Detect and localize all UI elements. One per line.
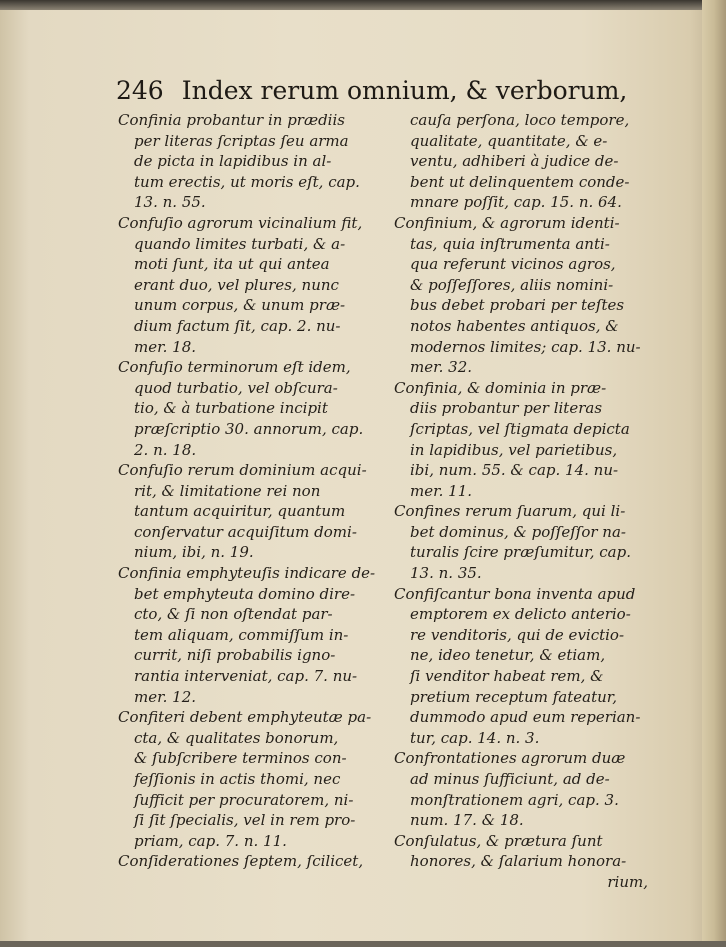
- index-entry-line: dummodo apud eum reperian-: [410, 708, 641, 727]
- index-entry-headword-line: Confinia probantur in prædiis: [118, 111, 345, 129]
- index-entry-headword-line: Confuſio rerum dominium acqui-: [118, 461, 367, 480]
- index-entry-line: re venditoris, qui de evictio-: [410, 625, 625, 644]
- index-entry: [118, 851, 380, 872]
- index-entry-headword-line: Confinium, & agrorum identi-: [394, 213, 620, 232]
- index-entry: [118, 110, 380, 213]
- index-entry: [394, 501, 656, 583]
- index-column-right: [394, 110, 656, 893]
- index-entry-line: bet dominus, & poſſeſſor na-: [410, 522, 626, 541]
- index-entry-line: cauſa perſona, loco tempore,: [410, 111, 630, 129]
- index-entry-headword-line: Confines rerum ſuarum, qui li-: [394, 502, 626, 521]
- index-entry-line: bent ut delinquentem conde-: [410, 172, 630, 191]
- index-entry-line: mer. 18.: [134, 337, 197, 356]
- index-entry-headword-line: Confinia, & dominia in præ-: [394, 378, 607, 397]
- page-fore-edge: [702, 0, 726, 947]
- index-entry-line: & poſſeſſores, aliis nomini-: [410, 275, 614, 294]
- index-entry-line: ibi, num. 55. & cap. 14. nu-: [410, 461, 619, 480]
- index-entry-line: currit, niſi probabilis igno-: [134, 646, 336, 665]
- index-entry-line: quando limites turbati, & a-: [134, 234, 346, 253]
- index-entry-line: unum corpus, & unum præ-: [134, 296, 346, 315]
- index-entry-line: tur, cap. 14. n. 3.: [410, 728, 540, 747]
- index-entry-line: in lapidibus, vel parietibus,: [410, 440, 618, 459]
- index-entry-line: turalis ſcire præſumitur, cap.: [410, 543, 631, 562]
- index-entry-line: per literas ſcriptas ſeu arma: [134, 131, 349, 150]
- index-entry-line: pretium receptum fateatur,: [410, 687, 618, 706]
- index-entry-line: moti ſunt, ita ut qui antea: [134, 255, 330, 274]
- index-entry-line: nium, ibi, n. 19.: [134, 543, 254, 562]
- index-entry: [394, 831, 656, 893]
- index-entry: [394, 378, 656, 502]
- index-entry-headword-line: Confiteri debent emphyteutæ pa-: [118, 708, 372, 727]
- index-entry-line: ſi venditor habeat rem, &: [410, 667, 604, 686]
- index-entry-line: tem aliquam, commiſſum in-: [134, 625, 349, 644]
- index-entry-line: de picta in lapidibus in al-: [134, 152, 332, 171]
- index-entry-headword-line: Conſiderationes ſeptem, ſcilicet,: [118, 852, 364, 871]
- index-entry-line: & ſubſcribere terminos con-: [134, 749, 347, 768]
- index-entry-line: ſcriptas, vel ſtigmata depicta: [410, 419, 630, 438]
- index-entry-line: erant duo, vel plures, nunc: [134, 275, 339, 294]
- index-entry-line: conſervatur acquiſitum domi-: [134, 522, 357, 541]
- index-entry-line: mnare poſſit, cap. 15. n. 64.: [410, 193, 622, 212]
- index-entry-line: ſi ſit ſpecialis, vel in rem pro-: [134, 811, 356, 830]
- index-entry-headword-line: Conſulatus, & prætura ſunt: [394, 831, 603, 850]
- index-entry-line: tas, quia inſtrumenta anti-: [410, 234, 610, 253]
- index-entry-line: mer. 11.: [410, 481, 473, 500]
- index-entry: [394, 110, 656, 213]
- index-entry-line: cto, & ſi non oſtendat par-: [134, 605, 333, 624]
- index-entry-line: tum erectis, ut moris eſt, cap.: [134, 172, 360, 191]
- index-entry-line: notos habentes antiquos, &: [410, 316, 619, 335]
- index-entry-line: tantum acquiritur, quantum: [134, 502, 346, 521]
- page-header: [116, 76, 627, 105]
- index-entry-line: ventu, adhiberi à judice de-: [410, 152, 619, 171]
- index-entry-headword-line: Confiſcantur bona inventa apud: [394, 584, 636, 603]
- index-entry-line: ne, ideo tenetur, & etiam,: [410, 646, 606, 665]
- index-entry-line: præſcriptio 30. annorum, cap.: [134, 419, 364, 438]
- index-entry-line: modernos limites; cap. 13. nu-: [410, 337, 641, 356]
- index-entry-line: tio, & à turbatione incipit: [134, 399, 328, 418]
- index-entry-line: dium factum ſit, cap. 2. nu-: [134, 316, 341, 335]
- index-entry-line: bus debet probari per teſtes: [410, 296, 625, 315]
- scan-bottom-edge: [0, 941, 726, 947]
- index-entry-line: mer. 32.: [410, 358, 473, 377]
- index-entry: [118, 707, 380, 851]
- index-entry-line: 13. n. 55.: [134, 193, 206, 212]
- running-title: Index rerum omnium, & verborum,: [181, 76, 628, 105]
- index-entry-line: 2. n. 18.: [134, 440, 197, 459]
- index-entry: [394, 748, 656, 830]
- index-entry-line: ad minus ſufficiunt, ad de-: [410, 770, 610, 788]
- index-entry-line: rium,: [607, 872, 648, 891]
- index-entry-headword-line: Confinia emphyteuſis indicare de-: [118, 564, 376, 583]
- index-entry-headword-line: Confuſio agrorum vicinalium fit,: [118, 213, 363, 232]
- index-entry-line: qua referunt vicinos agros,: [410, 255, 616, 274]
- index-entry-line: monſtrationem agri, cap. 3.: [410, 790, 619, 809]
- page-number: 246: [116, 76, 164, 105]
- index-entry-line: rit, & limitatione rei non: [134, 481, 321, 500]
- index-entry-line: bet emphyteuta domino dire-: [134, 584, 356, 603]
- index-entry-line: cta, & qualitates bonorum,: [134, 728, 339, 747]
- index-entry-line: 13. n. 35.: [410, 564, 482, 583]
- scan-top-edge: [0, 0, 726, 10]
- index-entry-headword-line: Confuſio terminorum eſt idem,: [118, 358, 351, 377]
- index-entry-line: quod turbatio, vel obſcura-: [134, 378, 338, 397]
- index-entry-line: feſſionis in actis thomi, nec: [134, 770, 341, 788]
- index-entry-line: num. 17. & 18.: [410, 811, 524, 830]
- index-entry: [118, 213, 380, 357]
- index-entry-headword-line: Confrontationes agrorum duæ: [394, 749, 626, 768]
- index-entry-line: rantia interveniat, cap. 7. nu-: [134, 667, 358, 686]
- index-entry-line: emptorem ex delicto anterio-: [410, 605, 631, 624]
- index-entry: [394, 213, 656, 378]
- index-entry-line: diis probantur per literas: [410, 399, 603, 418]
- index-entry-line: qualitate, quantitate, & e-: [410, 131, 608, 150]
- index-entry-line: priam, cap. 7. n. 11.: [134, 831, 287, 850]
- index-entry: [118, 460, 380, 563]
- index-entry: [118, 563, 380, 707]
- index-entry-line: mer. 12.: [134, 687, 197, 706]
- index-entry: [118, 357, 380, 460]
- index-entry-line: honores, & ſalarium honora-: [410, 852, 627, 871]
- index-column-left: [118, 110, 380, 872]
- index-entry: [394, 584, 656, 749]
- index-entry-line: ſufficit per procuratorem, ni-: [134, 790, 354, 809]
